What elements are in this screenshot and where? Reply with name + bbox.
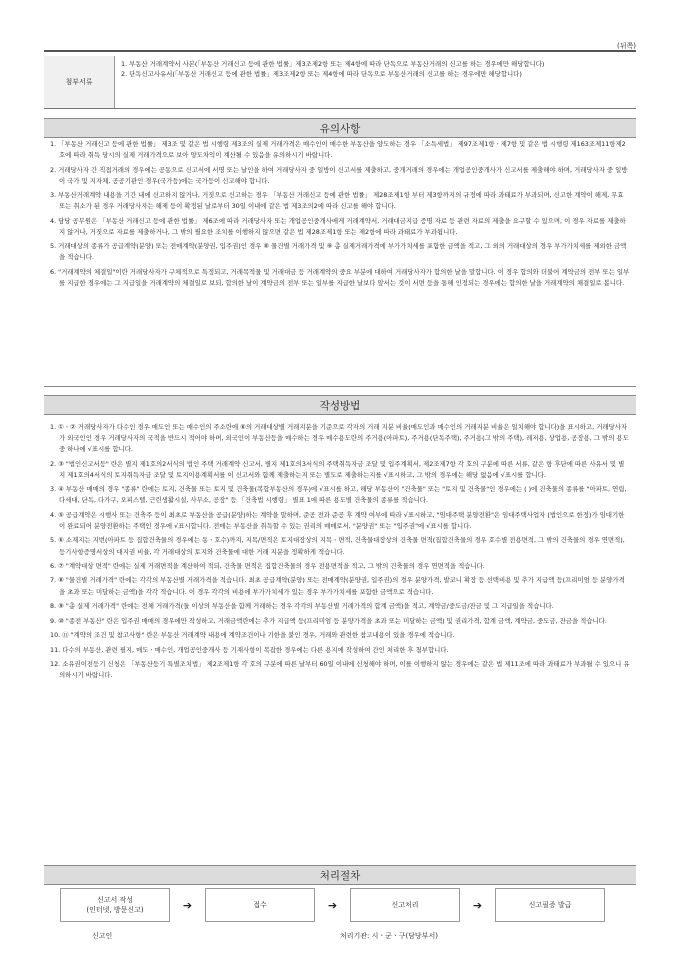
note-item: 5. 거래대상의 종류가 공급계약(분양) 또는 전매계약(분양권, 입주권)인 경우 ⑧ 물건별 거래가격 및 ⑨ 총 실제거래가격에 부가가치세를 포함한 금액을 적고, 그 외의 거래대상의 경우 부가가치세를 제외한 금액을 적습니다. xyxy=(50,242,627,262)
method-item: 1. ①ㆍ② 거래당사자가 다수인 경우 매도인 또는 매수인의 주소란에 ⑥의 거래대상별 거래지분을 기준으로 각자의 거래 지분 비율(매도인과 매수인의 거래지분 비율은 일치해야 합니다)을 표시하고, 거래당사자가 외국인인 경우 거래당사자의 국적을 반드시 적어야 하며, 외국인이 부동산등을 매수하는 경우 매수용도란의 주거용(아파트), 주거용(단독주택), 주거용(그 밖의 주택), 레저용, 상업용, 공장용, 그 밖의 용도 중 하나에 √표시를 합니다. xyxy=(50,423,629,454)
note-item: 6. "거래계약의 체결일"이란 거래당사자가 구체적으로 특정되고, 거래목적물 및 거래대금 등 거래계약의 중요 부분에 대하여 거래당사자가 합의한 날을 말합니다. 이 경우 합의와 더불어 계약금의 전부 또는 일부를 지급한 경우에는 그 지급일을 거래계약의 체결일로 보되, 합의한 날이 계약금의 전부 또는 일부를 지급한 날보다 앞서는 것이 서면 등을 통해 인정되는 경우에는 합의한 날을 거래계약의 체결일로 봅니다. xyxy=(50,267,630,287)
process-step-label: 신고필증 발급 xyxy=(528,901,572,909)
method-item: 3. ④ 부동산 매매의 경우 "종류" 란에는 토지, 건축물 또는 토지 및 건축물(복합부동산의 경우)에 √표시를 하고, 해당 부동산이 "건축물" 또는 "토지 및 건축물"인 경우에는 ( )에 건축물의 종류를 "아파트, 연립, 다세대, 단독, 다가구, 오피스텔, 근린생활시설, 사무소, 공장" 등 「건축법 시행령」 별표 1에 따른 용도별 건축물의 종류를 적습니다. xyxy=(50,485,627,505)
arrow-right-icon: ➔ xyxy=(472,898,483,912)
notes-section-header: 유의사항 xyxy=(44,118,636,138)
note-item: 1. 「부동산 거래신고 등에 관한 법률」 제3조 및 같은 법 시행령 제3조의 실제 거래가격은 매수인이 매수한 부동산을 양도하는 경우 「소득세법」 제97조제1항ㆍ제7항 및 같은 법 시행령 제163조제11항제2호에 따라 취득 당시의 실제 거래가격으로 보아 양도차익이 계산될 수 있음을 유의하시기 바랍니다. xyxy=(50,140,626,160)
attachments-label: 첨부서류 xyxy=(44,56,115,108)
arrow-right-icon: ➔ xyxy=(327,898,338,912)
attachments-list xyxy=(115,56,636,108)
method-item: 5. ⑥ 소재지는 지번(아파트 등 집합건축물의 경우에는 동ㆍ호수)까지, 지목/면적은 토지대장상의 지목ㆍ면적, 건축물대장상의 건축물 면적(집합건축물의 경우 호수별 전용면적, 그 밖의 건축물의 경우 연면적), 등기사항증명서상의 대지권 비율, 각 거래대상의 토지와 건축물에 대한 거래 지분을 정확하게 적습니다. xyxy=(50,536,625,556)
attachment-item: 1. 부동산 거래계약서 사본(「부동산 거래신고 등에 관한 법률」제3조제2항 또는 제4항에 따라 단독으로 부동산거래의 신고를 하는 경우에만 해당합니다) xyxy=(121,60,545,68)
page-side-label: (뒤쪽) xyxy=(617,42,636,50)
notes-bottom-divider xyxy=(44,386,636,387)
method-item: 6. ⑦ "계약대상 면적" 란에는 실제 거래면적을 계산하여 적되, 건축물 면적은 집합건축물의 경우 전용면적을 적고, 그 밖의 건축물의 경우 연면적을 적습니다. xyxy=(50,561,485,570)
process-step-label: 접수 xyxy=(253,901,267,909)
attachments-row xyxy=(44,56,636,109)
note-item: 2. 거래당사자 간 직접거래의 경우에는 공동으로 신고서에 서명 또는 날인을 하여 거래당사자 중 일방이 신고서를 제출하고, 중개거래의 경우에는 개업공인중개사가 신고서를 제출해야 하며, 거래당사자 중 일방이 국가 및 지자체, 공공기관인 경우(국가등)에는 국가등이 신고해야 합니다. xyxy=(50,165,628,185)
method-list xyxy=(50,422,630,681)
process-step-sub: (인터넷, 방문신고) xyxy=(86,906,144,914)
arrow-right-icon: ➔ xyxy=(182,898,193,912)
method-section-header: 작성방법 xyxy=(44,395,636,415)
notes-list xyxy=(50,139,630,289)
attachment-item: 2. 단독신고사유서(「부동산 거래신고 등에 관한 법률」제3조제2항 또는 제4항에 따라 단독으로 부동산거래의 신고를 하는 경우에만 해당합니다) xyxy=(121,70,522,78)
method-item: 11. 다수의 부동산, 관련 필지, 매도ㆍ매수인, 개업공인중개사 등 기재사항이 복잡한 경우에는 다른 용지에 작성하여 간인 처리한 후 첨부합니다. xyxy=(50,645,449,654)
process-step-issue xyxy=(495,888,605,922)
process-reporter-label: 신고인 xyxy=(92,932,113,940)
method-item: 9. ⑩ "종전 부동산" 란은 입주권 매매의 경우에만 작성하고, 거래금액란에는 추가 지급액 등(프리미엄 등 분양가격을 초과 또는 미달하는 금액) 및 권리가격, 합계 금액, 계약금, 중도금, 잔금을 적습니다. xyxy=(50,616,607,625)
method-item: 12. 소유권이전등기 신청은 「부동산등기 특별조치법」 제2조제1항 각 호의 구분에 따른 날부터 60일 이내에 신청해야 하며, 이를 이행하지 않는 경우에는 같은 법 제11조에 따라 과태료가 부과될 수 있으니 유의하시기 바랍니다. xyxy=(50,659,630,680)
method-item: 10. ⑪ "계약의 조건 및 참고사항" 란은 부동산 거래계약 내용에 계약조건이나 기한을 붙인 경우, 거래와 관련한 참고내용이 있을 경우에 적습니다. xyxy=(50,631,455,640)
method-item: 7. ⑧ "물건별 거래가격" 란에는 각각의 부동산별 거래가격을 적습니다. 최초 공급계약(분양) 또는 전매계약(분양권, 입주권)의 경우 분양가격, 발코니 확장 등 선택비용 및 추가 지급액 등(프리미엄 등 분양가격을 초과 또는 미달하는 금액)을 각각 적습니다. 이 경우 각각의 비용에 부가가치세가 있는 경우 부가가치세를 포함한 금액으로 적습니다. xyxy=(50,576,625,596)
process-section-header: 처리절차 xyxy=(44,865,636,885)
method-item: 4. ⑤ 공급계약은 시행사 또는 건축주 등이 최초로 부동산을 공급(분양)하는 계약을 말하며, 준공 전과 준공 후 계약 여부에 따라 √표시하고, "임대주택 분양전환"은 임대주택사업자 (법인으로 한정)가 임대기한이 완료되어 분양전환하는 주택인 경우에 √표시합니다. 전매는 부동산을 취득할 수 있는 권리의 매매로서, "분양권" 또는 "입주권"에 √표시를 합니다. xyxy=(50,510,625,530)
method-item: 8. ⑨ "총 실제 거래가격" 란에는 전체 거래가격(둘 이상의 부동산을 함께 거래하는 경우 각각의 부동산별 거래가격의 합계 금액)을 적고, 계약금/중도금/잔금 및 그 지급일을 적습니다. xyxy=(50,602,554,611)
top-divider xyxy=(44,50,636,52)
process-step-write xyxy=(60,888,170,922)
note-item: 4. 담당 공무원은 「부동산 거래신고 등에 관한 법률」 제6조에 따라 거래당사자 또는 개업공인중개사에게 거래계약서, 거래대금지급 증명 자료 등 관련 자료의 제출을 요구할 수 있으며, 이 경우 자료를 제출하지 않거나, 거짓으로 자료를 제출하거나, 그 밖의 필요한 조치를 이행하지 않으면 같은 법 제28조제1항 또는 제2항에 따라 과태료가 부과됩니다. xyxy=(50,216,626,236)
method-item: 2. ③ "법인신고서등" 란은 별지 제1호의2서식의 법인 주택 거래계약 신고서, 별지 제1호의3서식의 주택취득자금 조달 및 입주계획서, 제2조제7항 각 호의 구분에 따른 서류, 같은 항 후단에 따른 사유서 및 별지 제1호의4서식의 토지취득자금 조달 및 토지이용계획서를 이 신고서와 함께 제출하는지 또는 별도로 제출하는지를 √표시하고, 그 밖의 경우에는 해당 없음에 √표시를 합니다. xyxy=(50,459,625,479)
note-item: 3. 부동산거래계약 내용을 기간 내에 신고하지 않거나, 거짓으로 신고하는 경우 「부동산 거래신고 등에 관한 법률」 제28조제1항 부터 제3항까지의 규정에 따라 과태료가 부과되며, 신고한 계약이 해제, 무효 또는 취소가 된 경우 거래당사자는 해제 등이 확정된 날로부터 30일 이내에 같은 법 제3조의2에 따라 신고를 해야 합니다. xyxy=(50,191,624,211)
process-step-label: 신고서 작성 xyxy=(96,896,134,904)
process-step-label: 신고처리 xyxy=(391,901,419,909)
process-agency-label: 처리기관: 시ㆍ군ㆍ구(담당부서) xyxy=(340,932,438,940)
process-step-receive xyxy=(205,888,315,922)
process-step-handle xyxy=(350,888,460,922)
process-flow xyxy=(60,887,620,923)
